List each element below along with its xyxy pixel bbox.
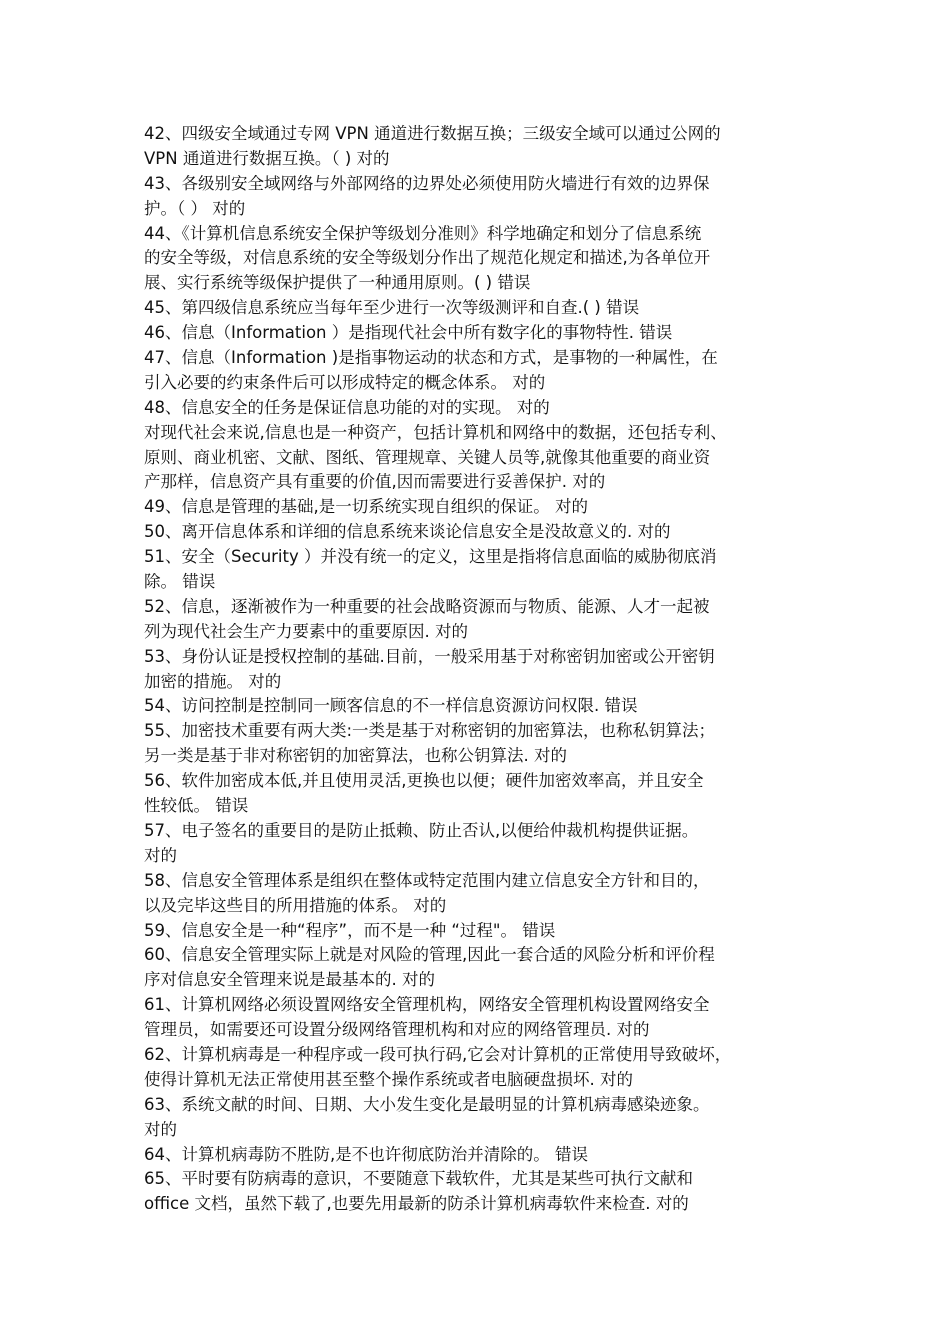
text-line: 除。 错误: [144, 572, 216, 592]
text-line: 48、信息安全的任务是保证信息功能的对的实现。 对的: [144, 397, 550, 417]
text-line: 57、电子签名的重要目的是防止抵赖、防止否认,以便给仲裁机构提供证据。: [144, 820, 699, 840]
text-line: 63、系统文献的时间、日期、大小发生变化是最明显的计算机病毒感染迹象。: [144, 1094, 710, 1114]
text-line: 对的: [144, 1119, 177, 1139]
text-line: 的安全等级，对信息系统的安全等级划分作出了规范化规定和描述,为各单位开: [144, 248, 711, 268]
text-line: 54、访问控制是控制同一顾客信息的不一样信息资源访问权限. 错误: [144, 696, 638, 716]
text-line: 展、实行系统等级保护提供了一种通用原则。( ) 错误: [144, 273, 531, 293]
text-line: 60、信息安全管理实际上就是对风险的管理,因此一套合适的风险分析和评价程: [144, 945, 715, 965]
text-line: 58、信息安全管理体系是组织在整体或特定范围内建立信息安全方针和目的，: [144, 870, 710, 890]
text-line: 45、第四级信息系统应当每年至少进行一次等级测评和自查.( ) 错误: [144, 298, 640, 318]
text-line: 对的: [144, 845, 177, 865]
text-line: 加密的措施。 对的: [144, 671, 282, 691]
text-line: office 文档，虽然下载了,也要先用最新的防杀计算机病毒软件来检查. 对的: [144, 1194, 689, 1214]
text-line: 51、安全（Security ）并没有统一的定义，这里是指将信息面临的威胁彻底消: [144, 547, 717, 567]
text-line: 64、计算机病毒防不胜防,是不也许彻底防治并清除的。 错误: [144, 1144, 588, 1164]
text-line: 42、四级安全域通过专网 VPN 通道进行数据互换；三级安全域可以通过公网的: [144, 124, 721, 143]
text-line: 管理员，如需要还可设置分级网络管理机构和对应的网络管理员. 对的: [144, 1020, 650, 1040]
text-line: 性较低。 错误: [144, 796, 249, 816]
text-line: 50、离开信息体系和详细的信息系统来谈论信息安全是没故意义的. 对的: [144, 522, 671, 542]
text-line: 护。（ ） 对的: [144, 198, 246, 218]
text-line: 65、平时要有防病毒的意识，不要随意下载软件，尤其是某些可执行文献和: [144, 1169, 693, 1189]
text-line: 55、加密技术重要有两大类:一类是基于对称密钥的加密算法，也称私钥算法；: [144, 721, 716, 741]
text-line: 56、软件加密成本低,并且使用灵活,更换也以便；硬件加密效率高，并且安全: [144, 771, 704, 791]
text-line: 61、计算机网络必须设置网络安全管理机构，网络安全管理机构设置网络安全: [144, 995, 710, 1015]
text-line: 47、信息（Information )是指事物运动的状态和方式，是事物的一种属性，在: [144, 348, 718, 368]
text-line: 52、信息，逐渐被作为一种重要的社会战略资源而与物质、能源、人才一起被: [144, 596, 710, 616]
text-line: 53、身份认证是授权控制的基础.目前，一般采用基于对称密钥加密或公开密钥: [144, 646, 715, 666]
text-line: 对现代社会来说,信息也是一种资产，包括计算机和网络中的数据，还包括专利、: [144, 422, 727, 442]
text-line: 序对信息安全管理来说是最基本的. 对的: [144, 970, 435, 990]
text-line: 引入必要的约束条件后可以形成特定的概念体系。 对的: [144, 372, 546, 392]
text-line: 44、《计算机信息系统安全保护等级划分准则》科学地确定和划分了信息系统: [144, 223, 702, 243]
text-line: 46、信息（Information ）是指现代社会中所有数字化的事物特性. 错误: [144, 323, 673, 343]
text-line: 43、各级别安全域网络与外部网络的边界处必须使用防火墙进行有效的边界保: [144, 173, 710, 193]
text-line: 另一类是基于非对称密钥的加密算法，也称公钥算法. 对的: [144, 746, 567, 766]
text-line: 以及完毕这些目的所用措施的体系。 对的: [144, 895, 447, 915]
text-line: VPN 通道进行数据互换。（ ) 对的: [144, 148, 390, 168]
text-line: 列为现代社会生产力要素中的重要原因. 对的: [144, 621, 468, 641]
text-line: 使得计算机无法正常使用甚至整个操作系统或者电脑硬盘损坏. 对的: [144, 1069, 633, 1089]
text-line: 59、信息安全是一种“程序”，而不是一种 “过程"。 错误: [144, 920, 556, 940]
text-line: 62、计算机病毒是一种程序或一段可执行码,它会对计算机的正常使用导致破坏，: [144, 1044, 732, 1064]
text-line: 49、信息是管理的基础,是一切系统实现自组织的保证。 对的: [144, 497, 588, 517]
text-line: 原则、商业机密、文献、图纸、管理规章、关键人员等,就像其他重要的商业资: [144, 447, 711, 467]
document-body: [144, 122, 814, 1217]
text-line: 产那样，信息资产具有重要的价值,因而需要进行妥善保护. 对的: [144, 472, 606, 492]
